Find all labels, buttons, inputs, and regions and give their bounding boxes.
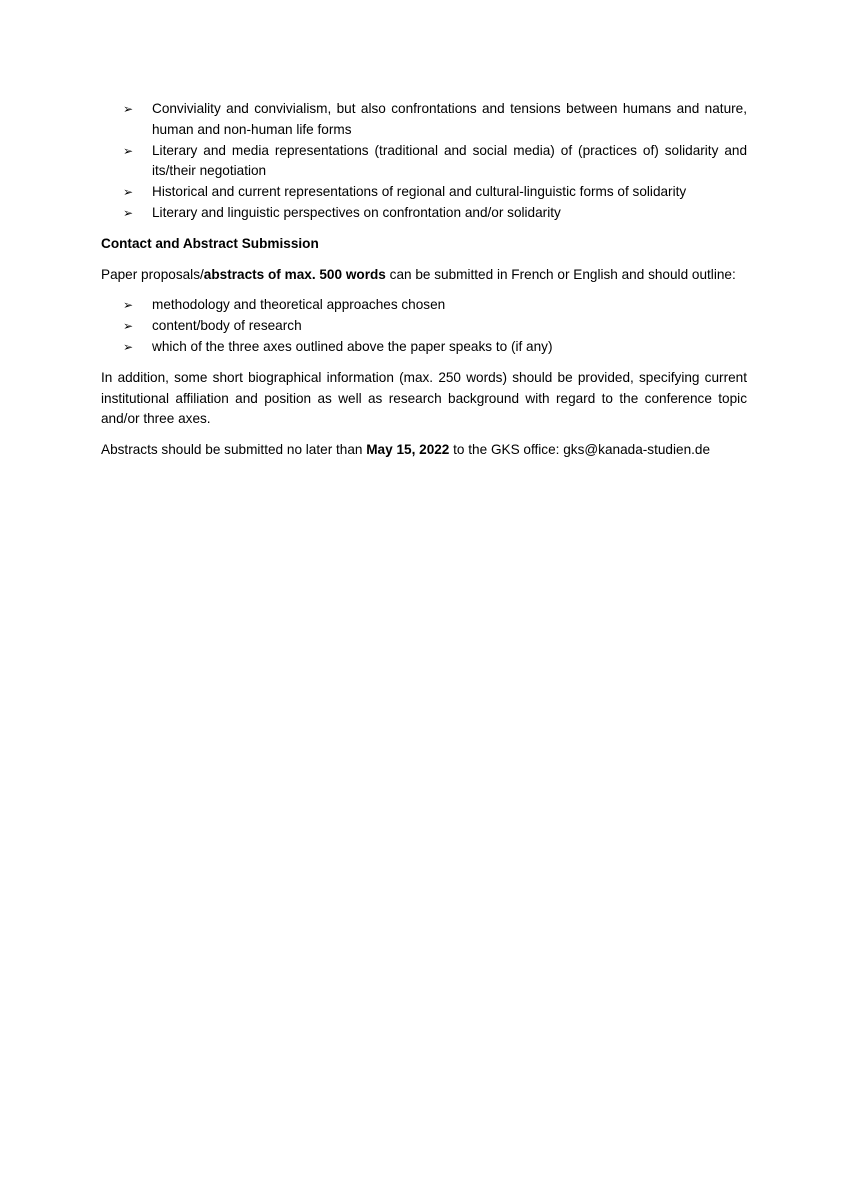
list-item-text: Conviviality and convivialism, but also confrontations and tensions between humans and nature, human and non-human life forms [152,101,747,137]
list-item [101,295,747,316]
proposal-bold: abstracts of max. 500 words [203,266,386,282]
list-item [101,316,747,337]
proposal-suffix: can be submitted in French or English and should outline: [385,266,736,282]
deadline-prefix: Abstracts should be submitted no later than [101,442,367,458]
axes-list [101,99,747,224]
bio-paragraph: In addition, some short biographical information (max. 250 words) should be provided, specifying current institutional affiliation and position as well as research background with regard to the conference topic and/or three axes. [101,369,747,427]
arrow-bullet-icon: ➢ [123,143,134,158]
deadline-suffix: to the GKS office: gks@kanada-studien.de [449,442,711,458]
document-page [101,99,747,461]
list-item-text: methodology and theoretical approaches chosen [152,297,446,313]
deadline-paragraph [101,440,747,461]
arrow-bullet-icon: ➢ [123,339,134,354]
outline-list [101,295,747,357]
list-item [101,141,747,183]
list-item-text: which of the three axes outlined above the paper speaks to (if any) [152,338,553,354]
list-item-text: Literary and linguistic perspectives on confrontation and/or solidarity [152,204,561,220]
section-heading: Contact and Abstract Submission [101,235,319,251]
arrow-bullet-icon: ➢ [123,298,134,313]
arrow-bullet-icon: ➢ [123,205,134,220]
list-item [101,99,747,141]
arrow-bullet-icon: ➢ [123,185,134,200]
list-item-text: Literary and media representations (traditional and social media) of (practices of) solidarity and its/their negotiation [152,142,747,179]
list-item [101,203,747,224]
list-item-text: Historical and current representations of regional and cultural-linguistic forms of solidarity [152,184,687,200]
proposal-prefix: Paper proposals/ [101,266,204,282]
list-item-text: content/body of research [152,318,302,334]
deadline-date: May 15, 2022 [366,442,450,458]
proposal-paragraph [101,265,747,286]
list-item [101,182,747,203]
arrow-bullet-icon: ➢ [123,102,134,116]
arrow-bullet-icon: ➢ [123,319,134,334]
list-item [101,337,747,358]
